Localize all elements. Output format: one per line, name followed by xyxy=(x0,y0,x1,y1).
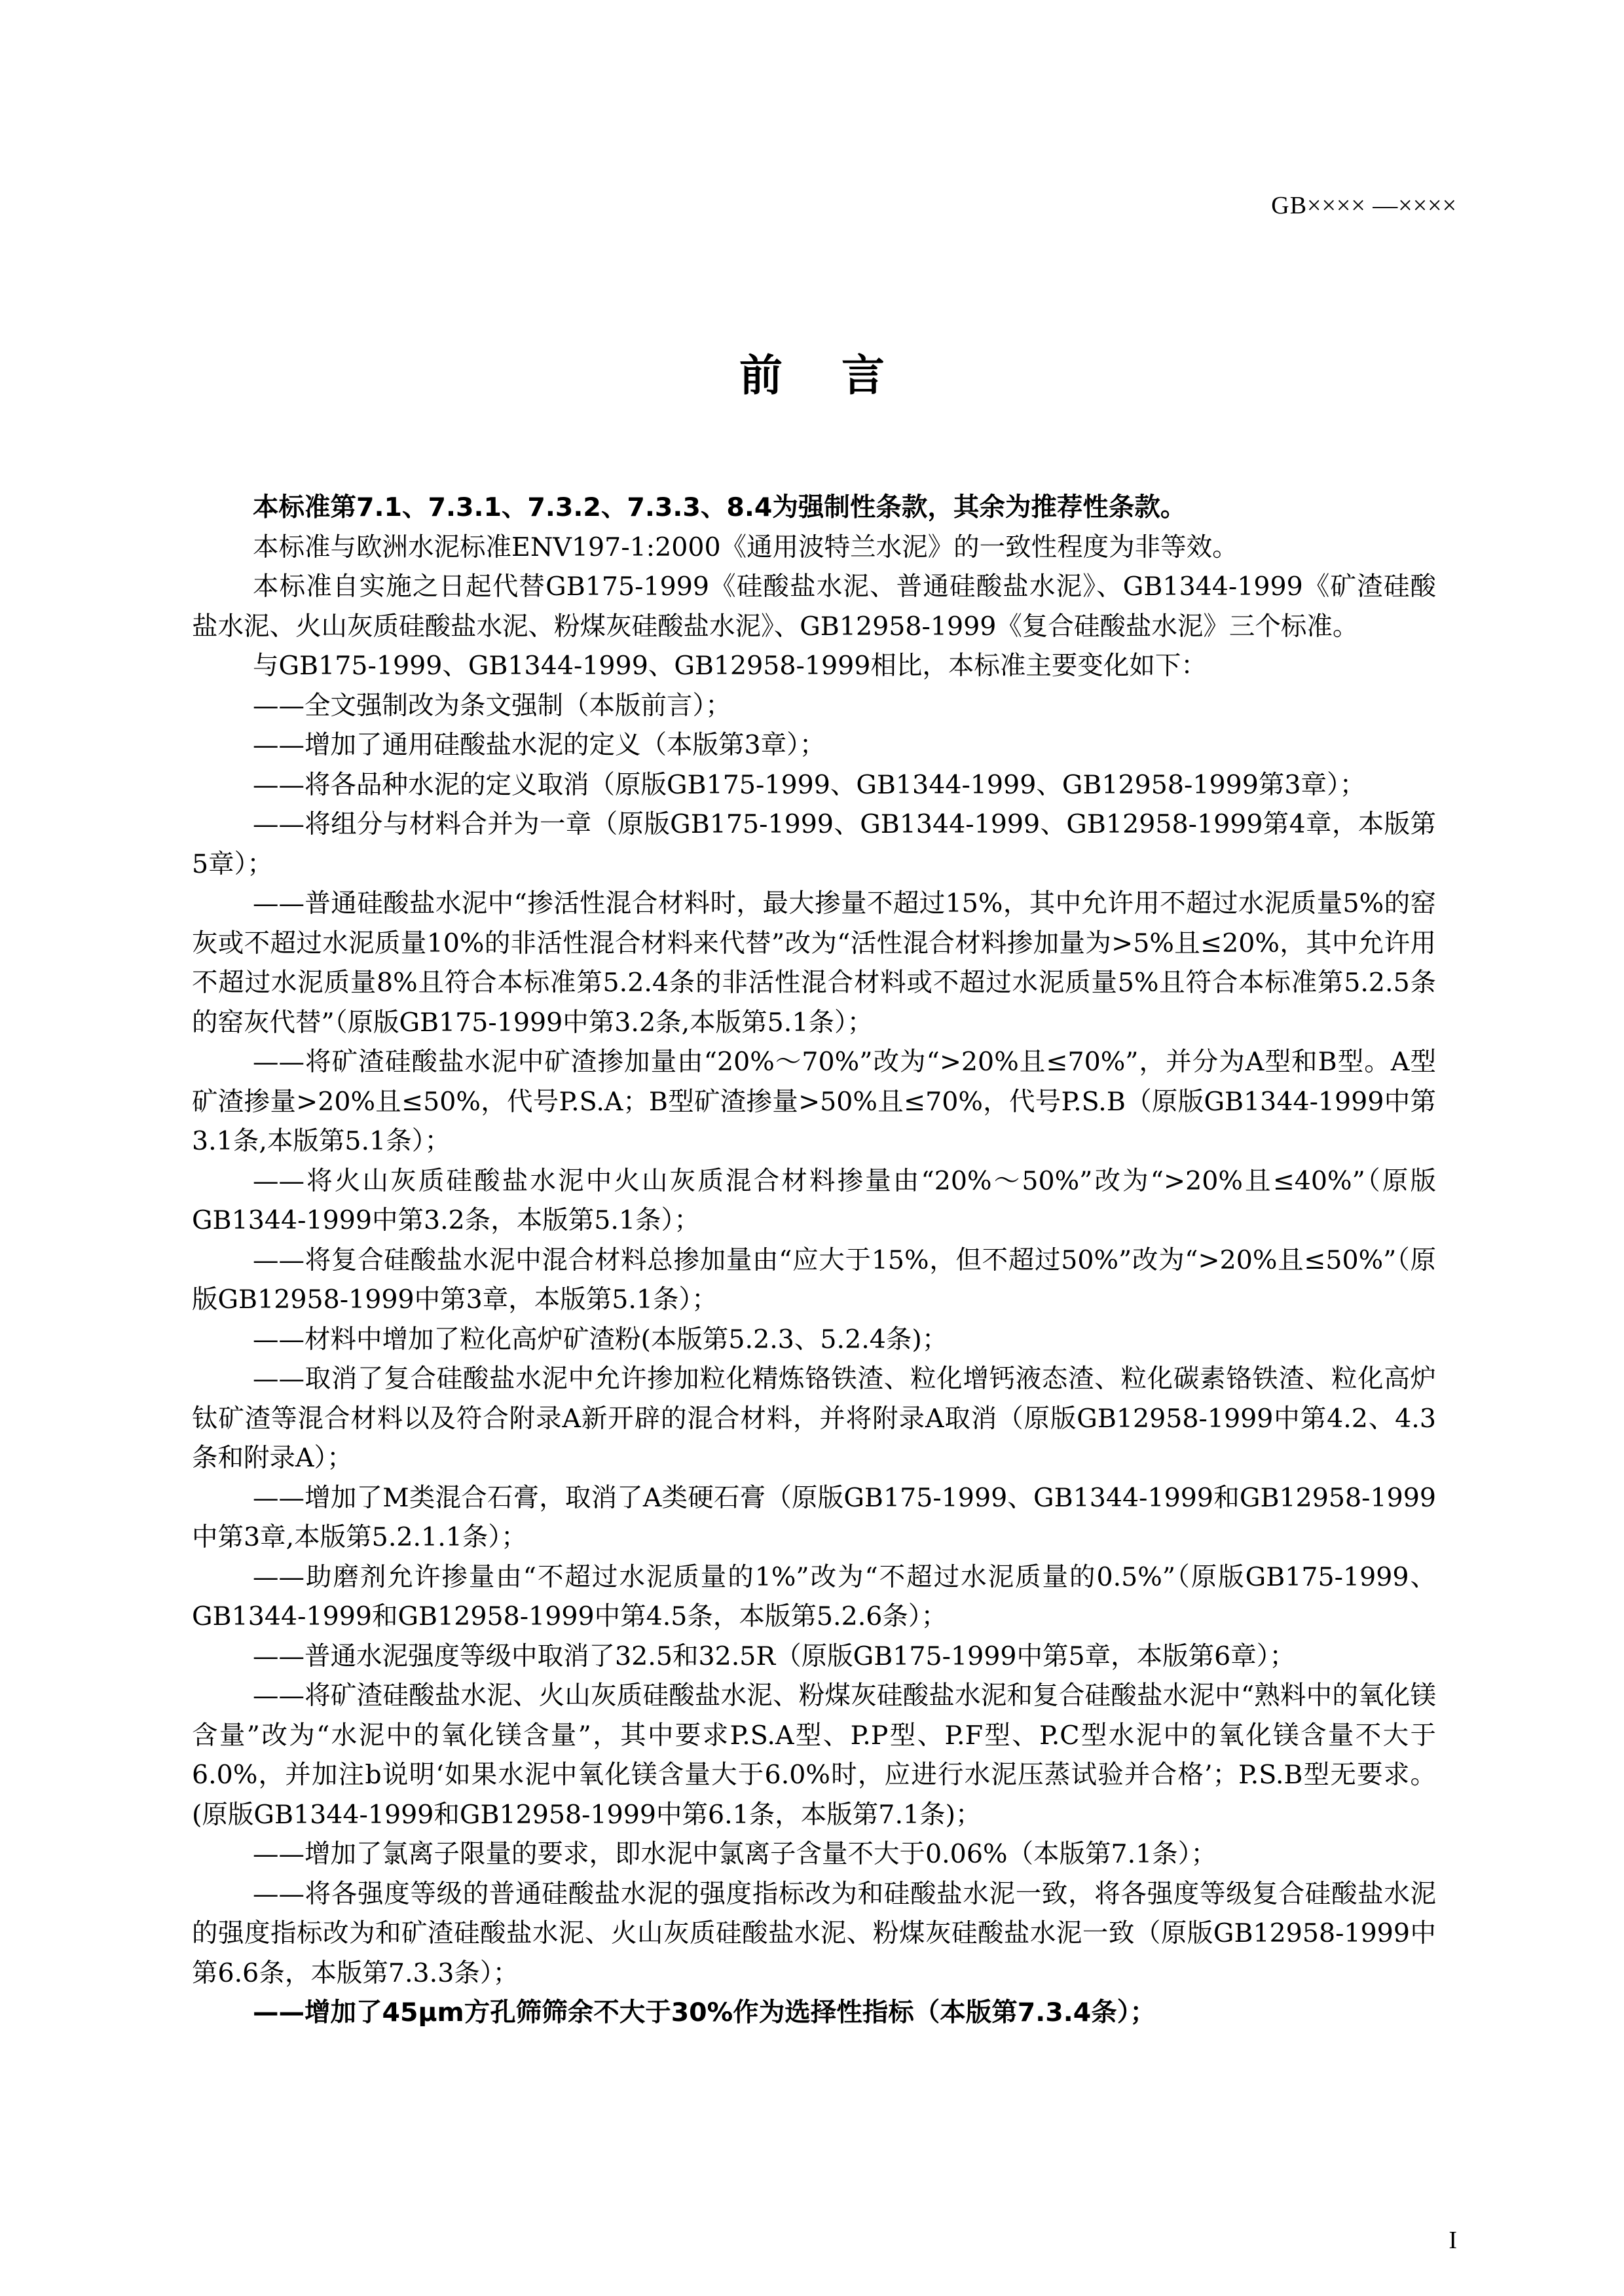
paragraph: ——取消了复合硅酸盐水泥中允许掺加粒化精炼铬铁渣、粒化增钙液态渣、粒化碳素铬铁渣、粒化高炉钛矿渣等混合材料以及符合附录A新开辟的混合材料，并将附录A取消（原版GB12958-1999中第4.2、4.3条和附录A）； xyxy=(192,1364,1436,1473)
paragraph: ——将矿渣硅酸盐水泥中矿渣掺加量由“20%～70%”改为“>20%且≤70%”，并分为A型和B型。A型矿渣掺量>20%且≤50%，代号P.S.A；B型矿渣掺量>50%且≤70%，代号P.S.B（原版GB1344-1999中第3.1条,本版第5.1条）； xyxy=(192,1047,1436,1156)
paragraph: ——将组分与材料合并为一章（原版GB175-1999、GB1344-1999、GB12958-1999第4章，本版第5章）； xyxy=(192,809,1436,879)
paragraph: 本标准第7.1、7.3.1、7.3.2、7.3.3、8.4为强制性条款，其余为推荐性条款。 xyxy=(253,492,1187,522)
paragraph: 与GB175-1999、GB1344-1999、GB12958-1999相比，本标准主要变化如下： xyxy=(253,651,1207,681)
paragraph: 本标准自实施之日起代替GB175-1999《硅酸盐水泥、普通硅酸盐水泥》、GB1344-1999《矿渣硅酸盐水泥、火山灰质硅酸盐水泥、粉煤灰硅酸盐水泥》、GB12958-1999《复合硅酸盐水泥》三个标准。 xyxy=(192,572,1436,642)
page-title: 前言 xyxy=(739,350,944,401)
paragraph: ——增加了通用硅酸盐水泥的定义（本版第3章）； xyxy=(253,730,826,760)
paragraph: ——普通硅酸盐水泥中“掺活性混合材料时，最大掺量不超过15%，其中允许用不超过水泥质量5%的窑灰或不超过水泥质量10%的非活性混合材料来代替”改为“活性混合材料掺加量为>5%且≤20%，其中允许用不超过水泥质量8%且符合本标准第5.2.4条的非活性混合材料或不超过水泥质量5%且符合本标准第5.2.5条的窑灰代替”（原版GB175-1999中第3.2条,本版第5.1条）； xyxy=(192,888,1436,1038)
paragraph: ——将矿渣硅酸盐水泥、火山灰质硅酸盐水泥、粉煤灰硅酸盐水泥和复合硅酸盐水泥中“熟料中的氧化镁含量”改为“水泥中的氧化镁含量”，其中要求P.S.A型、P.P型、P.F型、P.C型水泥中的氧化镁含量不大于6.0%，并加注b说明‘如果水泥中氧化镁含量大于6.0%时，应进行水泥压蒸试验并合格’；P.S.B型无要求。(原版GB1344-1999和GB12958-1999中第6.1条，本版第7.1条)； xyxy=(192,1681,1436,1830)
paragraph: ——增加了45μm方孔筛筛余不大于30%作为选择性指标（本版第7.3.4条）； xyxy=(253,1997,1156,2028)
paragraph: ——全文强制改为条文强制（本版前言）； xyxy=(253,690,731,721)
page-number: I xyxy=(1449,2227,1457,2254)
paragraph: ——将火山灰质硅酸盐水泥中火山灰质混合材料掺量由“20%～50%”改为“>20%且≤40%”（原版GB1344-1999中第3.2条，本版第5.1条）； xyxy=(192,1165,1436,1235)
paragraph: ——将复合硅酸盐水泥中混合材料总掺加量由“应大于15%，但不超过50%”改为“>20%且≤50%”（原版GB12958-1999中第3章，本版第5.1条）； xyxy=(192,1245,1436,1315)
document-code: GB×××× —×××× xyxy=(1271,192,1457,219)
paragraph: ——材料中增加了粒化高炉矿渣粉(本版第5.2.3、5.2.4条)； xyxy=(253,1324,948,1355)
paragraph: 本标准与欧洲水泥标准ENV197-1:2000《通用波特兰水泥》的一致性程度为非等效。 xyxy=(253,532,1238,562)
paragraph: ——助磨剂允许掺量由“不超过水泥质量的1%”改为“不超过水泥质量的0.5%”（原版GB175-1999、GB1344-1999和GB12958-1999中第4.5条，本版第5.2.6条）； xyxy=(192,1561,1436,1631)
paragraph: ——增加了M类混合石膏，取消了A类硬石膏（原版GB175-1999、GB1344-1999和GB12958-1999中第3章,本版第5.2.1.1条）； xyxy=(192,1482,1436,1552)
paragraph: ——将各品种水泥的定义取消（原版GB175-1999、GB1344-1999、GB12958-1999第3章）； xyxy=(253,769,1366,800)
body-text xyxy=(192,488,1436,2033)
paragraph: ——普通水泥强度等级中取消了32.5和32.5R（原版GB175-1999中第5章，本版第6章）； xyxy=(253,1641,1295,1671)
paragraph: ——将各强度等级的普通硅酸盐水泥的强度指标改为和硅酸盐水泥一致，将各强度等级复合硅酸盐水泥的强度指标改为和矿渣硅酸盐水泥、火山灰质硅酸盐水泥、粉煤灰硅酸盐水泥一致（原版GB12958-1999中第6.6条，本版第7.3.3条）； xyxy=(192,1878,1436,1988)
paragraph: ——增加了氯离子限量的要求，即水泥中氯离子含量不大于0.06%（本版第7.1条）； xyxy=(253,1839,1217,1869)
